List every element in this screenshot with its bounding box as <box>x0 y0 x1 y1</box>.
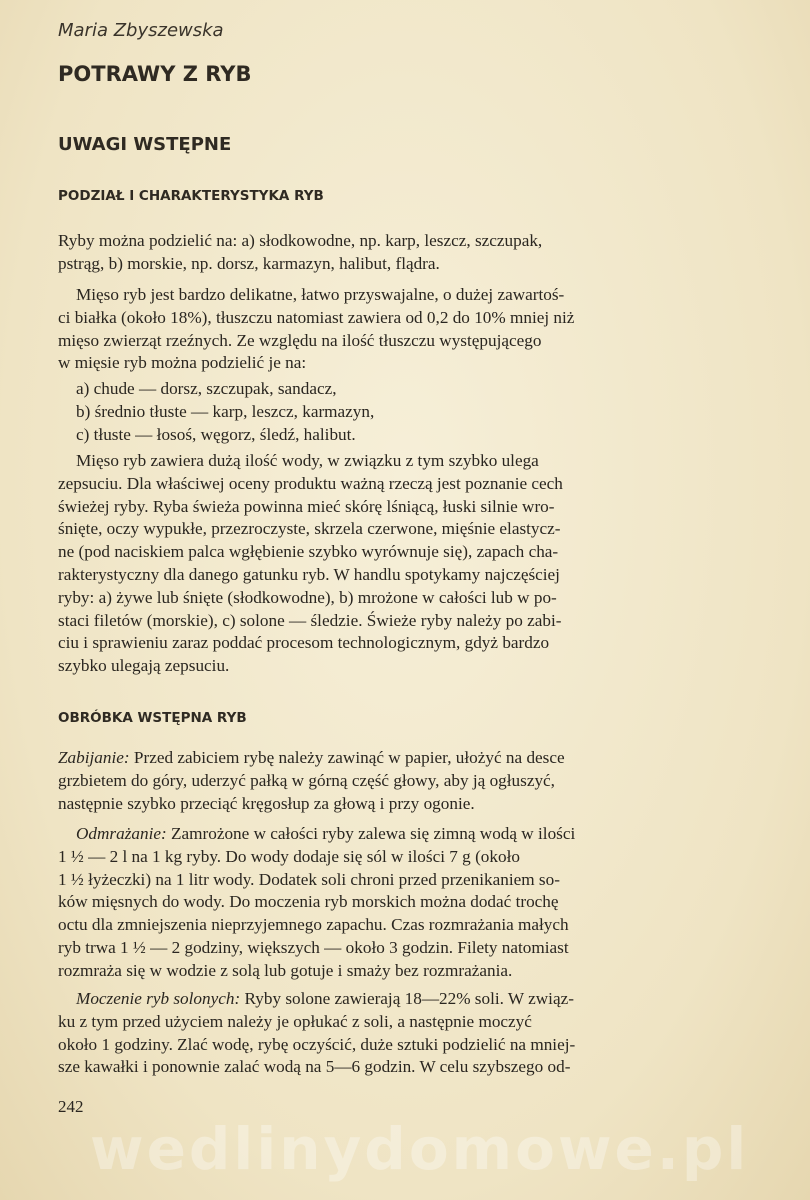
paragraph-soaking <box>58 988 758 1079</box>
text-line: sze kawałki i ponownie zalać wodą na 5—6 godzin. W celu szybszego od- <box>58 1057 571 1077</box>
watermark: wedlinydomowe.pl <box>90 1115 750 1183</box>
text-line: następnie szybko przeciąć kręgosłup za głową i przy ogonie. <box>58 793 475 813</box>
text-line: Zabijanie: Przed zabiciem rybę należy zawinąć w papier, ułożyć na desce <box>58 748 565 767</box>
text-line: octu dla zmniejszenia nieprzyjemnego zapachu. Czas rozmrażania małych <box>58 915 569 935</box>
subheading-preprocessing: OBRÓBKA WSTĘPNA RYB <box>58 710 247 726</box>
text-line: zepsuciu. Dla właściwej oceny produktu ważną rzeczą jest poznanie cech <box>58 473 563 493</box>
text-line: ne (pod naciskiem palca wgłębienie szybko wyrównuje się), zapach cha- <box>58 542 559 562</box>
text-line: rozmraża się w wodzie z solą lub gotuje i smaży bez rozmrażania. <box>58 960 513 980</box>
list-item: a) chude — dorsz, szczupak, sandacz, <box>76 379 337 398</box>
text-line: staci filetów (morskie), c) solone — śledzie. Świeże ryby należy po zabi- <box>58 610 562 630</box>
text-line: ku z tym przed użyciem należy je opłukać z soli, a następnie moczyć <box>58 1011 532 1031</box>
text-line: pstrąg, b) morskie, np. dorsz, karmazyn, halibut, flądra. <box>58 253 440 273</box>
text-line: ryby: a) żywe lub śnięte (słodkowodne), b) mrożone w całości lub w po- <box>58 587 557 607</box>
text-line: 1 ½ łyżeczki) na 1 litr wody. Dodatek soli chroni przed przenikaniem so- <box>58 869 560 889</box>
list-item: b) średnio tłuste — karp, leszcz, karmazyn, <box>76 402 375 422</box>
text-line: Odmrażanie: Zamrożone w całości ryby zalewa się zimną wodą w ilości <box>76 824 576 843</box>
paragraph-killing <box>58 747 758 815</box>
term-soaking: Moczenie ryb solonych: <box>76 989 241 1008</box>
running-header-author: Maria Zbyszewska <box>58 20 224 41</box>
text-line: ciu i sprawieniu zaraz poddać procesom technologicznym, gdyż bardzo <box>58 633 550 653</box>
subheading-division: PODZIAŁ I CHARAKTERYSTYKA RYB <box>58 188 324 204</box>
term-killing: Zabijanie: <box>58 748 130 767</box>
paragraph-intro <box>58 230 758 276</box>
paragraph-freshness <box>58 450 758 678</box>
chapter-title: POTRAWY Z RYB <box>58 62 252 86</box>
text-line: śnięte, oczy wypukłe, przezroczyste, skrzela czerwone, mięśnie elastycz- <box>58 519 561 539</box>
text-line: mięso zwierząt rzeźnych. Ze względu na ilość tłuszczu występującego <box>58 330 542 350</box>
section-heading: UWAGI WSTĘPNE <box>58 134 232 155</box>
text-line: 1 ½ — 2 l na 1 kg ryby. Do wody dodaje się sól w ilości 7 g (około <box>58 846 520 866</box>
text-line: grzbietem do góry, uderzyć pałką w górną część głowy, aby ją ogłuszyć, <box>58 770 555 790</box>
list-item: c) tłuste — łosoś, węgorz, śledź, halibut. <box>76 425 356 445</box>
text-line: ci białka (około 18%), tłuszczu natomiast zawiera od 0,2 do 10% mniej niż <box>58 307 575 327</box>
text-line: Mięso ryb zawiera dużą ilość wody, w związku z tym szybko ulega <box>76 451 539 470</box>
text-line: ryb trwa 1 ½ — 2 godziny, większych — około 3 godzin. Filety natomiast <box>58 937 569 957</box>
text-line: około 1 godziny. Zlać wodę, rybę oczyścić, duże sztuki podzielić na mniej- <box>58 1034 576 1054</box>
term-thawing: Odmrażanie: <box>76 824 167 843</box>
text-line: Moczenie ryb solonych: Ryby solone zawierają 18—22% soli. W związ- <box>76 989 574 1008</box>
page-number: 242 <box>58 1097 84 1116</box>
text-line: Mięso ryb jest bardzo delikatne, łatwo przyswajalne, o dużej zawartoś- <box>76 285 565 304</box>
text-line: szybko ulegają zepsuciu. <box>58 656 230 676</box>
text-line: ków mięsnych do wody. Do moczenia ryb morskich można dodać trochę <box>58 892 559 912</box>
text-line: świeżej ryby. Ryba świeża powinna mieć skórę lśniącą, łuski silnie wro- <box>58 496 555 516</box>
text-line: w mięsie ryb można podzielić je na: <box>58 353 307 373</box>
paragraph-thawing <box>58 823 758 983</box>
fat-category-list <box>76 377 374 447</box>
paragraph-fat-content <box>58 284 758 375</box>
text-line: Ryby można podzielić na: a) słodkowodne, np. karp, leszcz, szczupak, <box>58 231 543 250</box>
text-line: rakterystyczny dla danego gatunku ryb. W handlu spotykamy najczęściej <box>58 564 560 584</box>
